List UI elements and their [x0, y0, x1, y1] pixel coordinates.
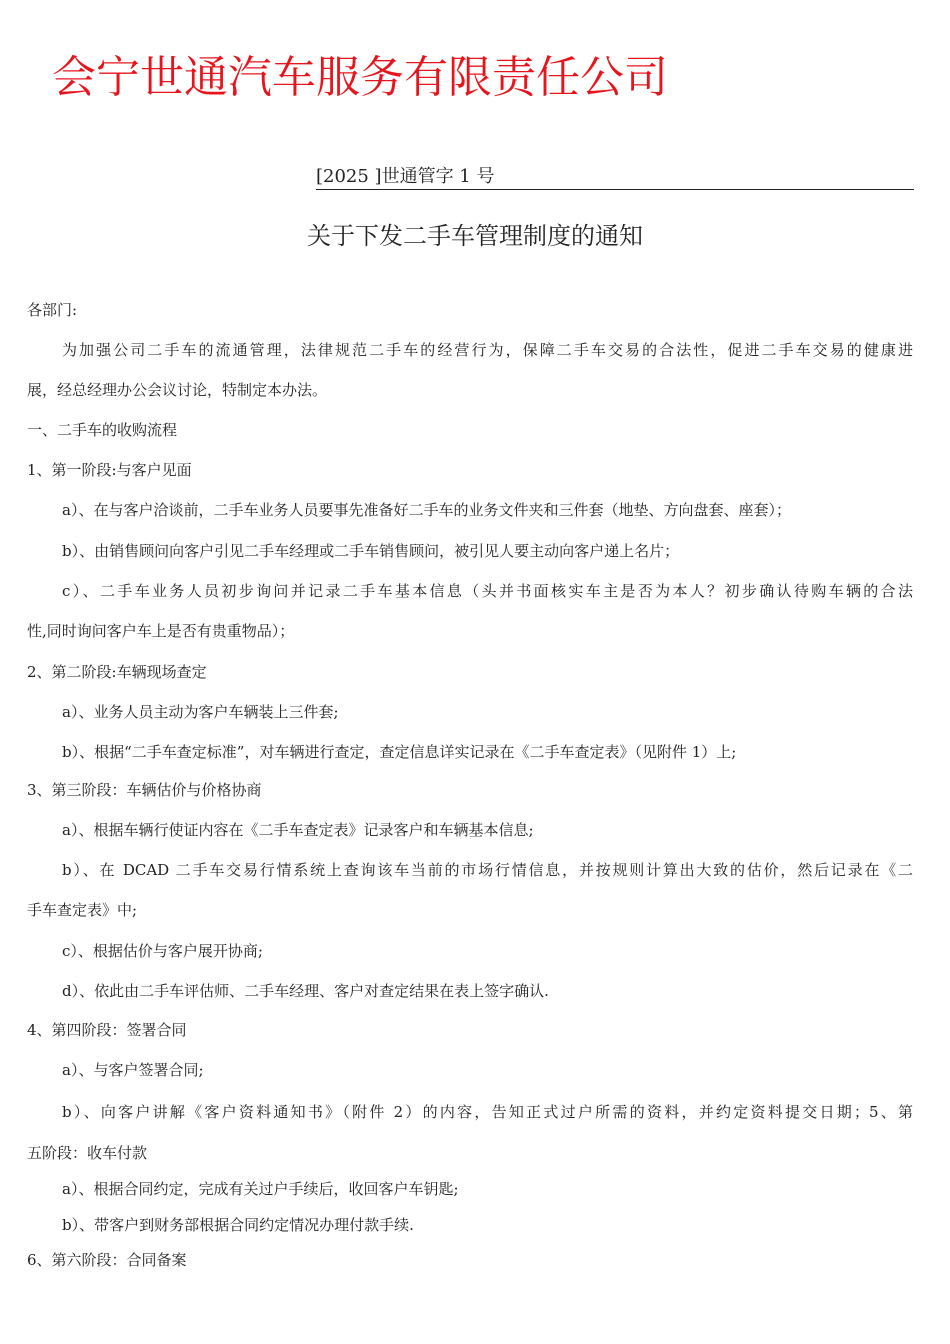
salutation: 各部门:: [27, 301, 78, 319]
intro-line-1: 为加强公司二手车的流通管理，法律规范二手车的经营行为，保障二手车交易的合法性，促进二手车交易的健康进: [62, 341, 913, 359]
stage-1-item-a: a）、在与客户洽谈前，二手车业务人员要事先准备好二手车的业务文件夹和三件套（地垫、方向盘套、座套）；: [62, 501, 791, 519]
stage-1-item-b: b）、由销售顾问向客户引见二手车经理或二手车销售顾问，被引见人要主动向客户递上名片；: [62, 542, 680, 560]
stage-4-item-b-line-1: b）、向客户讲解《客户资料通知书》（附件 2）的内容，告知正式过户所需的资料，并约定资料提交日期；5、第: [62, 1103, 913, 1121]
stage-4-heading: 4、第四阶段：签署合同: [27, 1021, 187, 1039]
stage-2-item-b: b）、根据“二手车查定标准”，对车辆进行查定，查定信息详实记录在《二手车查定表》（见附件 1）上;: [62, 743, 737, 761]
stage-4-item-a: a）、与客户签署合同;: [62, 1061, 204, 1079]
stage-3-heading: 3、第三阶段：车辆估价与价格协商: [27, 781, 262, 799]
stage-6-heading: 6、第六阶段：合同备案: [27, 1251, 187, 1269]
stage-3-item-b-line-2: 手车查定表》中;: [27, 901, 138, 919]
stage-1-item-c-line-1: c）、二手车业务人员初步询问并记录二手车基本信息（头并书面核实车主是否为本人？初步确认待购车辆的合法: [62, 582, 913, 600]
stage-3-item-b-line-1: b）、在 DCAD 二手车交易行情系统上查询该车当前的市场行情信息，并按规则计算出大致的估价，然后记录在《二: [62, 861, 913, 879]
stage-3-item-d: d）、依此由二手车评估师、二手车经理、客户对查定结果在表上签字确认.: [62, 982, 549, 1000]
stage-5-item-b: b）、带客户到财务部根据合同约定情况办理付款手续.: [62, 1216, 414, 1234]
stage-5-heading: 五阶段：收车付款: [27, 1144, 148, 1162]
stage-1-heading: 1、第一阶段:与客户见面: [27, 461, 192, 479]
stage-3-item-c: c）、根据估价与客户展开协商;: [62, 942, 263, 960]
company-name: 会宁世通汽车服务有限责任公司: [52, 52, 668, 103]
intro-line-2: 展，经总经理办公会议讨论，特制定本办法。: [27, 381, 328, 399]
stage-3-item-a: a）、根据车辆行使证内容在《二手车查定表》记录客户和车辆基本信息;: [62, 821, 534, 839]
document-number: [2025 ]世通管字 1 号: [316, 166, 914, 190]
stage-1-item-c-line-2: 性,同时询问客户车上是否有贵重物品）；: [27, 622, 295, 640]
document-title: 关于下发二手车管理制度的通知: [307, 222, 643, 250]
section-heading: 一、二手车的收购流程: [27, 421, 178, 439]
stage-2-heading: 2、第二阶段:车辆现场查定: [27, 663, 207, 681]
stage-2-item-a: a）、业务人员主动为客户车辆装上三件套;: [62, 703, 339, 721]
stage-5-item-a: a）、根据合同约定，完成有关过户手续后，收回客户车钥匙;: [62, 1180, 459, 1198]
